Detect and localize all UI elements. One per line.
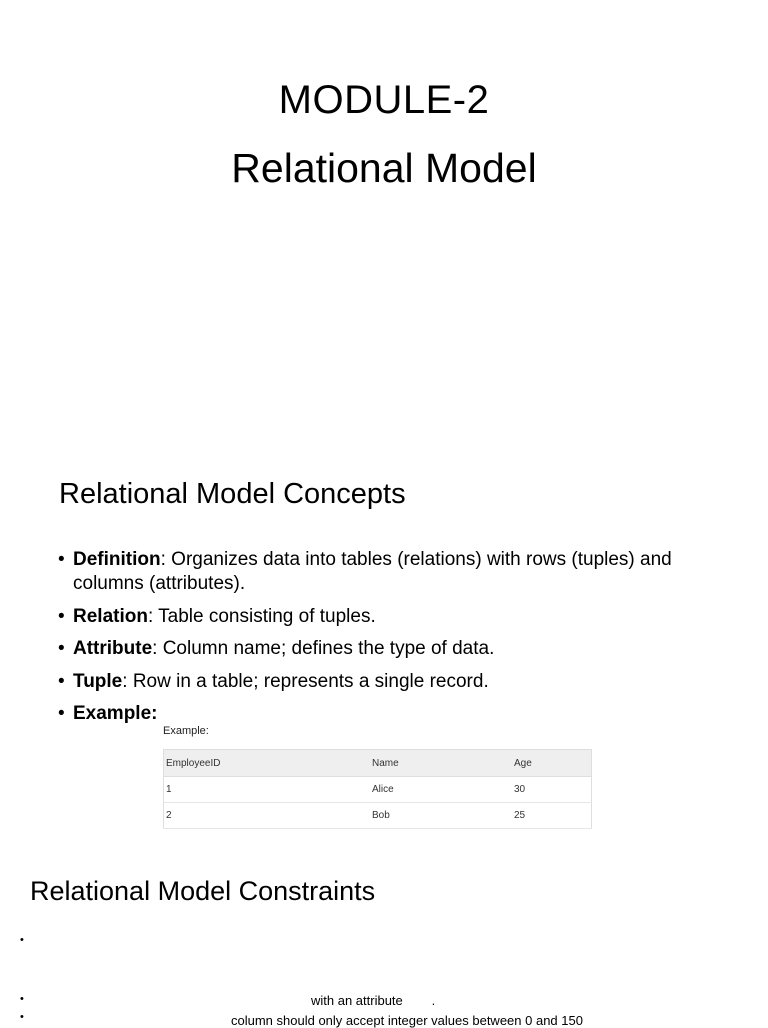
bullet-term: Definition: [73, 549, 161, 570]
table-cell: 1: [164, 777, 371, 803]
bullet-term: Tuple: [73, 670, 123, 692]
table-cell: 2: [164, 803, 371, 829]
bullet-text: : Table consisting of tuples.: [147, 605, 376, 627]
bullet-tuple: [58, 670, 708, 694]
bullet-definition: [58, 548, 708, 596]
table-cell: 25: [512, 803, 592, 829]
bullet-text: : Organizes data into tables (relations) with rows (tuples) and columns (attributes).: [73, 549, 672, 594]
constraint-text-fragment: with an attribute .: [311, 993, 436, 1008]
bullet-text: : Column name; defines the type of data.: [152, 638, 495, 659]
concepts-heading: Relational Model Concepts: [59, 478, 406, 510]
bullet-dot: •: [20, 934, 24, 946]
concepts-bullet-list: [58, 548, 708, 735]
table-cell: Alice: [370, 777, 512, 803]
constraint-text-fragment: column should only accept integer values between 0 and 150: [231, 1013, 583, 1028]
bullet-dot: •: [20, 1011, 24, 1023]
column-header: Age: [512, 750, 592, 777]
bullet-dot: •: [20, 993, 24, 1005]
bullet-relation: [58, 605, 708, 629]
bullet-term: Relation: [73, 605, 148, 627]
example-caption: Example:: [163, 725, 209, 737]
module-title: MODULE-2: [278, 78, 490, 122]
bullet-term: Attribute: [73, 638, 153, 659]
example-table-image: [163, 722, 593, 828]
bullet-text: : Row in a table; represents a single record.: [122, 670, 489, 692]
slide-title: Relational Model: [231, 145, 537, 191]
constraints-heading: Relational Model Constraints: [30, 876, 376, 906]
table-header-row: [164, 750, 592, 777]
table-row: [164, 803, 592, 829]
column-header: Name: [370, 750, 512, 777]
bullet-attribute: [58, 637, 708, 661]
example-table: [163, 749, 592, 829]
table-cell: Bob: [370, 803, 512, 829]
bullet-term: Example:: [73, 703, 158, 724]
table-row: [164, 777, 592, 803]
column-header: EmployeeID: [164, 750, 371, 777]
table-cell: 30: [512, 777, 592, 803]
